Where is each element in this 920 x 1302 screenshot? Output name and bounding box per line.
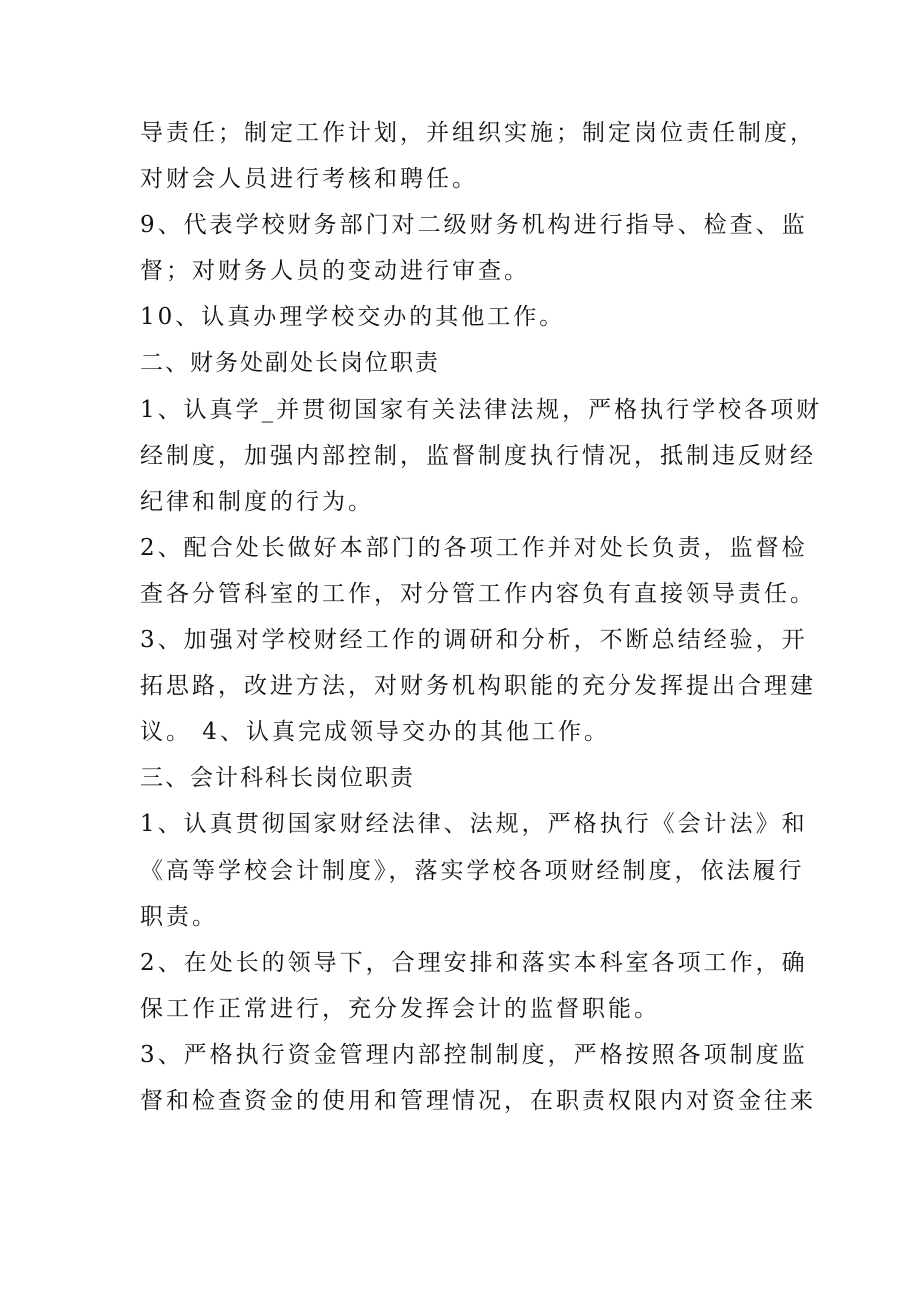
text-line: 导责任；制定工作计划，并组织实施；制定岗位责任制度， [140, 120, 816, 146]
text-line: 3、严格执行资金管理内部控制制度，严格按照各项制度监 [140, 1041, 808, 1068]
text-line: 2、配合处长做好本部门的各项工作并对处长负责，监督检 [140, 534, 808, 561]
text-line: 《高等学校会计制度》，落实学校各项财经制度，依法履行 [140, 857, 805, 884]
text-line: 查各分管科室的工作，对分管工作内容负有直接领导责任。 [140, 580, 816, 607]
text-line: 9、代表学校财务部门对二级财务机构进行指导、检查、监 [140, 212, 808, 239]
text-line: 保工作正常进行，充分发挥会计的监督职能。 [140, 995, 660, 1022]
text-line: 3、加强对学校财经工作的调研和分析，不断总结经验，开 [140, 627, 808, 654]
text-line: 纪律和制度的行为。 [140, 488, 374, 515]
text-line: 拓思路，改进方法，对财务机构职能的充分发挥提出合理建 [140, 673, 816, 700]
text-line: 督和检查资金的使用和管理情况，在职责权限内对资金往来 [140, 1087, 816, 1114]
section-heading: 二、财务处副处长岗位职责 [140, 350, 440, 377]
section-heading: 三、会计科科长岗位职责 [140, 765, 415, 792]
text-line: 1、认真学_并贯彻国家有关法律法规，严格执行学校各项财 [140, 396, 823, 423]
text-line: 10、认真办理学校交办的其他工作。 [140, 304, 566, 331]
text-line: 对财会人员进行考核和聘任。 [140, 166, 478, 193]
text-line: 1、认真贯彻国家财经法律、法规，严格执行《会计法》和 [140, 811, 808, 838]
text-line: 经制度，加强内部控制，监督制度执行情况，抵制违反财经 [140, 442, 816, 469]
text-line: 职责。 [140, 903, 218, 930]
text-line: 督；对财务人员的变动进行审查。 [140, 258, 530, 285]
document-body [140, 110, 823, 1124]
text-line: 2、在处长的领导下，合理安排和落实本科室各项工作，确 [140, 949, 808, 976]
text-line: 议。 4、认真完成领导交办的其他工作。 [140, 719, 610, 746]
